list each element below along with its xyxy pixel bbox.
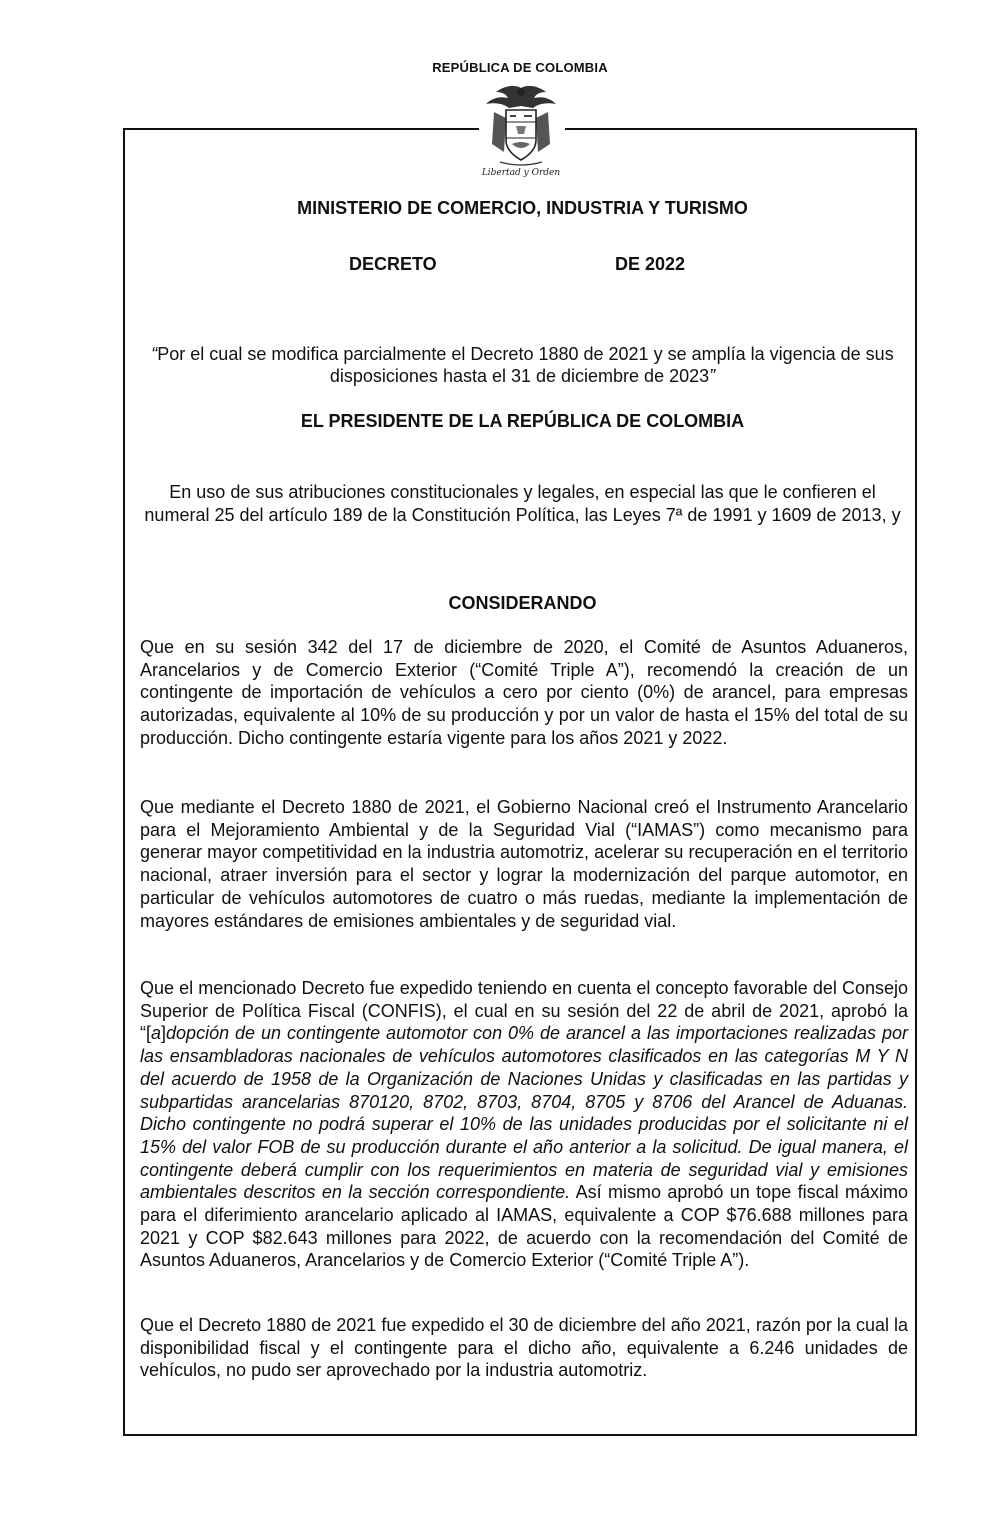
paragraph-3-start: Que el mencionado Decreto fue expedido teniendo en cuenta el concepto favorable del Consejo Superior de Política Fiscal (CONFIS), el cual en su sesión del 22 de abril de 2021, aprobó la “[ [140, 978, 908, 1044]
paragraph-4: Que el Decreto 1880 de 2021 fue expedido el 30 de diciembre del año 2021, razón por la cual la disponibilidad fiscal y el contingente para el dicho año, equivalente a 6.246 unidades de vehículos, no pudo ser aprovechado por la industria automotriz. [140, 1315, 908, 1381]
frame-bottom [123, 1434, 917, 1436]
considering-heading: CONSIDERANDO [448, 593, 597, 613]
paragraph-2: Que mediante el Decreto 1880 de 2021, el Gobierno Nacional creó el Instrumento Arancelario para el Mejoramiento Ambiental y de la Seguridad Vial (“IAMAS”) como mecanismo para generar mayor competitividad en la industria automotriz, acelerar su recuperación en el territorio nacional, atraer inversión para el sector y lograr la modernización del parque automotor, en particular de vehículos automotores de cuatro o más ruedas, mediante la implementación de mayores estándares de emisiones ambientales y de seguridad vial. [140, 797, 908, 931]
country-heading: REPÚBLICA DE COLOMBIA [432, 60, 608, 75]
ministry-heading: MINISTERIO DE COMERCIO, INDUSTRIA Y TURISMO [297, 198, 748, 218]
title-close-quote: ” [709, 366, 716, 386]
motto: Libertad y Orden [481, 168, 561, 178]
paragraph-1: Que en su sesión 342 del 17 de diciembre de 2020, el Comité de Asuntos Aduaneros, Arancelarios y de Comercio Exterior (“Comité Triple A”), recomendó la creación de un contingente de importación de vehículos a cero por ciento (0%) de arancel, para empresas autorizadas, equivalente al 10% de su producción y por un valor de hasta el 15% del total de su producción. Dicho contingente estaría vigente para los años 2021 y 2022. [140, 637, 908, 748]
frame-left [123, 128, 125, 1436]
decree-label: DECRETO [349, 254, 437, 274]
paragraph-3-quote: dopción de un contingente automotor con 0% de arancel a las importaciones realizadas por las ensambladoras nacionales de vehículos automotores clasificados en las categorías M Y N del acuerdo de 1958 de la Organización de Naciones Unidas y clasificadas en las partidas y subpartidas arancelarias 870120, 8702, 8703, 8704, 8705 y 8706 del Arancel de Aduanas. Dicho contingente no podrá superar el 10% de las unidades producidas por el solicitante ni el 15% del valor FOB de su producción durante el año anterior a la solicitud. De igual manera, el contingente deberá cumplir con los requerimientos en materia de seguridad vial y emisiones ambientales descritos en la sección correspondiente. [140, 1023, 908, 1203]
decree-title [140, 343, 905, 387]
frame-right [915, 128, 917, 1436]
paragraph-3-bracket-close: ] [161, 1023, 167, 1044]
coat-of-arms-icon [478, 82, 564, 182]
title-text: Por el cual se modifica parcialmente el Decreto 1880 de 2021 y se amplía la vigencia de sus disposiciones hasta el 31 de diciembre de 2023 [157, 344, 894, 386]
paragraph-3 [140, 977, 908, 1272]
powers-paragraph: En uso de sus atribuciones constitucionales y legales, en especial las que le confieren el numeral 25 del artículo 189 de la Constitución Política, las Leyes 7ª de 1991 y 1609 de 2013, y [144, 482, 901, 525]
paragraph-3-end: Así mismo aprobó un tope fiscal máximo para el diferimiento arancelario aplicado al IAMAS, equivalente a COP $76.688 millones para 2021 y COP $82.643 millones para 2022, de acuerdo con la recomendación del Comité de Asuntos Aduaneros, Arancelarios y de Comercio Exterior (“Comité Triple A”). [140, 1182, 909, 1271]
frame-top-left [124, 128, 479, 130]
title-open-quote: “ [151, 344, 158, 364]
decree-year: DE 2022 [615, 254, 686, 274]
frame-top-right [565, 128, 917, 130]
president-heading: EL PRESIDENTE DE LA REPÚBLICA DE COLOMBIA [300, 411, 745, 431]
paragraph-3-bracket: a [151, 1023, 162, 1044]
